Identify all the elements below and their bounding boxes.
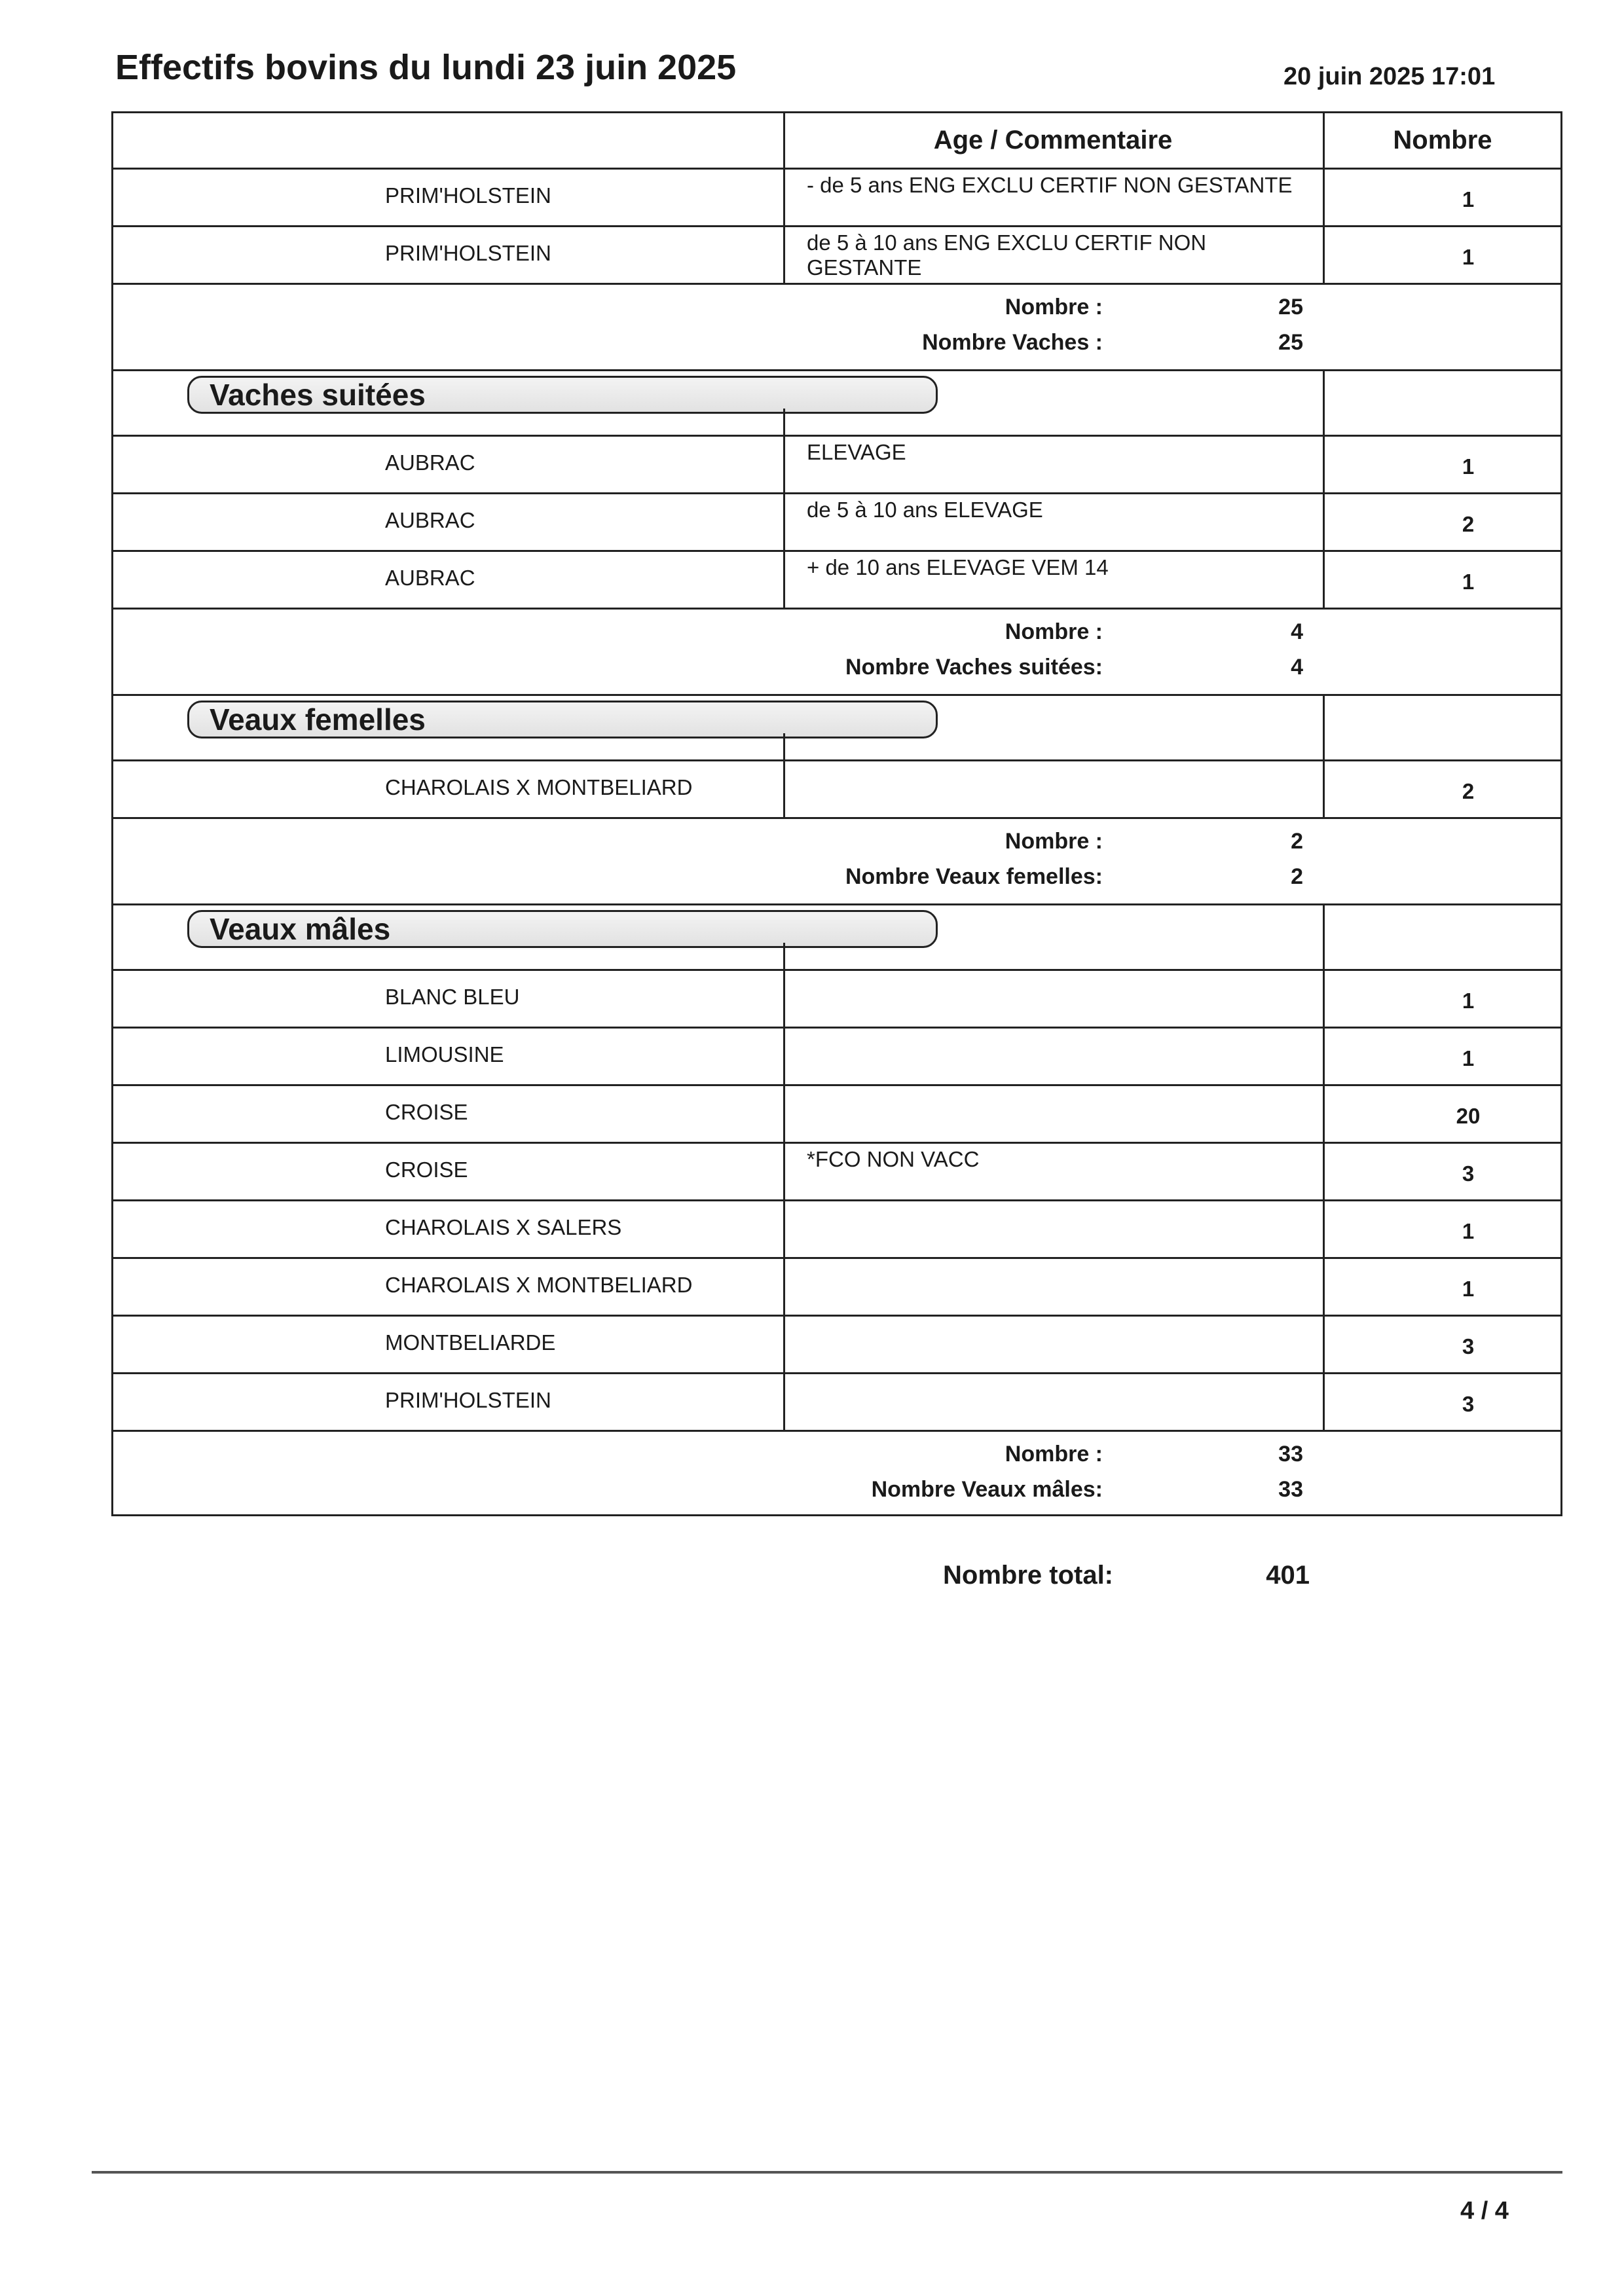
count-cell: 3 (1462, 1334, 1475, 1358)
summary-value-count: 33 (1278, 1442, 1303, 1467)
breed-cell: CHAROLAIS X MONTBELIARD (385, 1273, 693, 1297)
summary-value-count: 2 (1291, 829, 1303, 854)
count-cell: 2 (1462, 512, 1475, 536)
grand-total-value: 401 (1266, 1561, 1310, 1590)
comment-cell: ELEVAGE (807, 440, 906, 464)
summary-value-count: 25 (1278, 295, 1303, 319)
breed-cell: AUBRAC (385, 450, 475, 475)
count-cell: 1 (1462, 570, 1475, 594)
breed-cell: AUBRAC (385, 566, 475, 590)
print-timestamp: 20 juin 2025 17:01 (1283, 63, 1496, 90)
summary-value-total: 2 (1291, 864, 1303, 889)
summary-label-count: Nombre : (1005, 619, 1103, 644)
breed-cell: PRIM'HOLSTEIN (385, 183, 551, 208)
comment-cell: de 5 à 10 ans ENG EXCLU CERTIF NON GESTANTE (807, 230, 1207, 280)
summary-label-total: Nombre Veaux femelles: (845, 864, 1103, 889)
footer-rule (92, 2171, 1562, 2174)
section-title: Veaux femelles (210, 702, 426, 737)
grand-total-label: Nombre total: (943, 1561, 1113, 1590)
summary-label-count: Nombre : (1005, 1442, 1103, 1467)
summary-label-count: Nombre : (1005, 295, 1103, 319)
breed-cell: CROISE (385, 1100, 468, 1124)
breed-cell: CROISE (385, 1157, 468, 1182)
summary-label-total: Nombre Vaches : (922, 330, 1103, 355)
summary-value-total: 4 (1291, 655, 1303, 680)
summary-value-count: 4 (1291, 619, 1303, 644)
breed-cell: AUBRAC (385, 508, 475, 532)
count-cell: 20 (1456, 1104, 1481, 1128)
column-header-comment: Age / Commentaire (933, 126, 1173, 155)
comment-cell: de 5 à 10 ans ELEVAGE (807, 498, 1043, 522)
summary-label-total: Nombre Vaches suitées: (845, 655, 1103, 680)
table-frame (111, 111, 1562, 1516)
comment-cell: + de 10 ans ELEVAGE VEM 14 (807, 555, 1109, 579)
breed-cell: BLANC BLEU (385, 985, 520, 1009)
comment-cell: *FCO NON VACC (807, 1147, 980, 1171)
count-cell: 3 (1462, 1392, 1475, 1416)
count-cell: 1 (1462, 1046, 1475, 1070)
summary-label-total: Nombre Veaux mâles: (871, 1477, 1103, 1502)
count-cell: 1 (1462, 1219, 1475, 1243)
summary-label-count: Nombre : (1005, 829, 1103, 854)
count-cell: 2 (1462, 779, 1475, 803)
summary-value-total: 33 (1278, 1477, 1303, 1502)
page-number: 4 / 4 (1460, 2197, 1509, 2225)
count-cell: 1 (1462, 1277, 1475, 1301)
breed-cell: LIMOUSINE (385, 1042, 504, 1066)
breed-cell: PRIM'HOLSTEIN (385, 241, 551, 265)
comment-cell: - de 5 ans ENG EXCLU CERTIF NON GESTANTE (807, 173, 1293, 197)
count-cell: 1 (1462, 245, 1475, 269)
count-cell: 1 (1462, 187, 1475, 211)
page-title: Effectifs bovins du lundi 23 juin 2025 (115, 48, 737, 87)
section-title: Veaux mâles (210, 912, 391, 946)
count-cell: 3 (1462, 1161, 1475, 1186)
section-title: Vaches suitées (210, 378, 426, 412)
breed-cell: MONTBELIARDE (385, 1330, 556, 1355)
count-cell: 1 (1462, 989, 1475, 1013)
breed-cell: CHAROLAIS X MONTBELIARD (385, 775, 693, 799)
column-header-count: Nombre (1393, 126, 1492, 155)
count-cell: 1 (1462, 454, 1475, 479)
breed-cell: PRIM'HOLSTEIN (385, 1388, 551, 1412)
summary-value-total: 25 (1278, 330, 1303, 355)
breed-cell: CHAROLAIS X SALERS (385, 1215, 622, 1239)
